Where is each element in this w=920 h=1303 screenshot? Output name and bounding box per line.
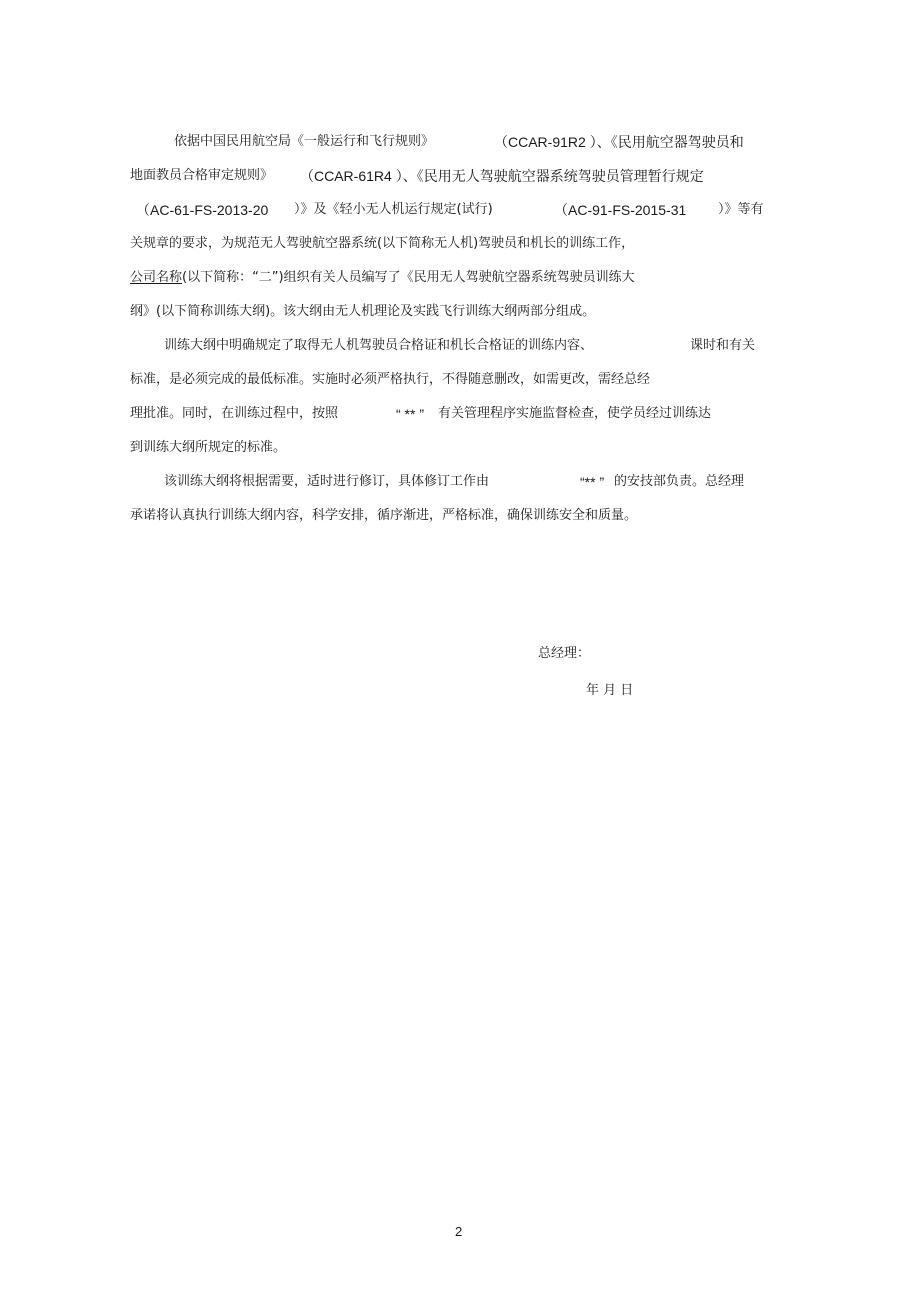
text-segment: 到训练大纲所规定的标准。: [130, 440, 287, 455]
page-number: 2: [455, 1224, 463, 1239]
text-segment: 承诺将认真执行训练大纲内容，科学安排，循序渐进，严格标准，确保训练安全和质量。: [130, 508, 638, 523]
text-segment: 关规章的要求，为规范无人驾驶航空器系统(以下简称无人机)驾驶员和机长的训练工作，: [130, 236, 635, 251]
text-segment: 纲》(以下简称训练大纲)。该大纲由无人机理论及实践飞行训练大纲两部分组成。: [130, 304, 596, 319]
text-segment: 该训练大纲将根据需要，适时进行修订，具体修订工作由: [164, 474, 490, 489]
text-segment: 地面教员合格审定规则》: [130, 168, 274, 183]
text-segment: 课时和有关: [690, 338, 756, 353]
text-segment: ）》及《轻小无人机运行规定(试行): [294, 202, 493, 217]
text-segment: （AC-91-FS-2015-31: [554, 202, 687, 218]
text-segment: 理批准。同时，在训练过程中，按照: [130, 406, 339, 421]
text-segment: 的安技部负责。总经理: [614, 474, 745, 489]
text-segment: （CCAR-91R2 ）、《民用航空器驾驶员和: [494, 134, 744, 150]
company-name-placeholder: 公司名称: [130, 270, 183, 285]
text-segment: (以下简称：“二”)组织有关人员编写了《民用无人驾驶航空器系统驾驶员训练大: [182, 270, 635, 285]
text-segment: ）》等有: [718, 202, 764, 217]
text-segment: “** ”: [580, 474, 605, 490]
text-segment: 有关管理程序实施监督检查，使学员经过训练达: [438, 406, 712, 421]
text-segment: （AC-61-FS-2013-20: [136, 202, 269, 218]
text-segment: 训练大纲中明确规定了取得无人机驾驶员合格证和机长合格证的训练内容、: [164, 338, 594, 353]
text-segment: “ ** ”: [396, 406, 424, 422]
text-segment: 标准，是必须完成的最低标准。实施时必须严格执行，不得随意删改，如需更改，需经总经: [130, 372, 651, 387]
general-manager-signature-label: 总经理：: [538, 646, 591, 661]
text-segment: （CCAR-61R4 ）、《民用无人驾驶航空器系统驾驶员管理暂行规定: [300, 168, 704, 184]
signature-date: 年 月 日: [586, 683, 634, 698]
text-segment: 依据中国民用航空局《一般运行和飞行规则》: [174, 134, 435, 149]
